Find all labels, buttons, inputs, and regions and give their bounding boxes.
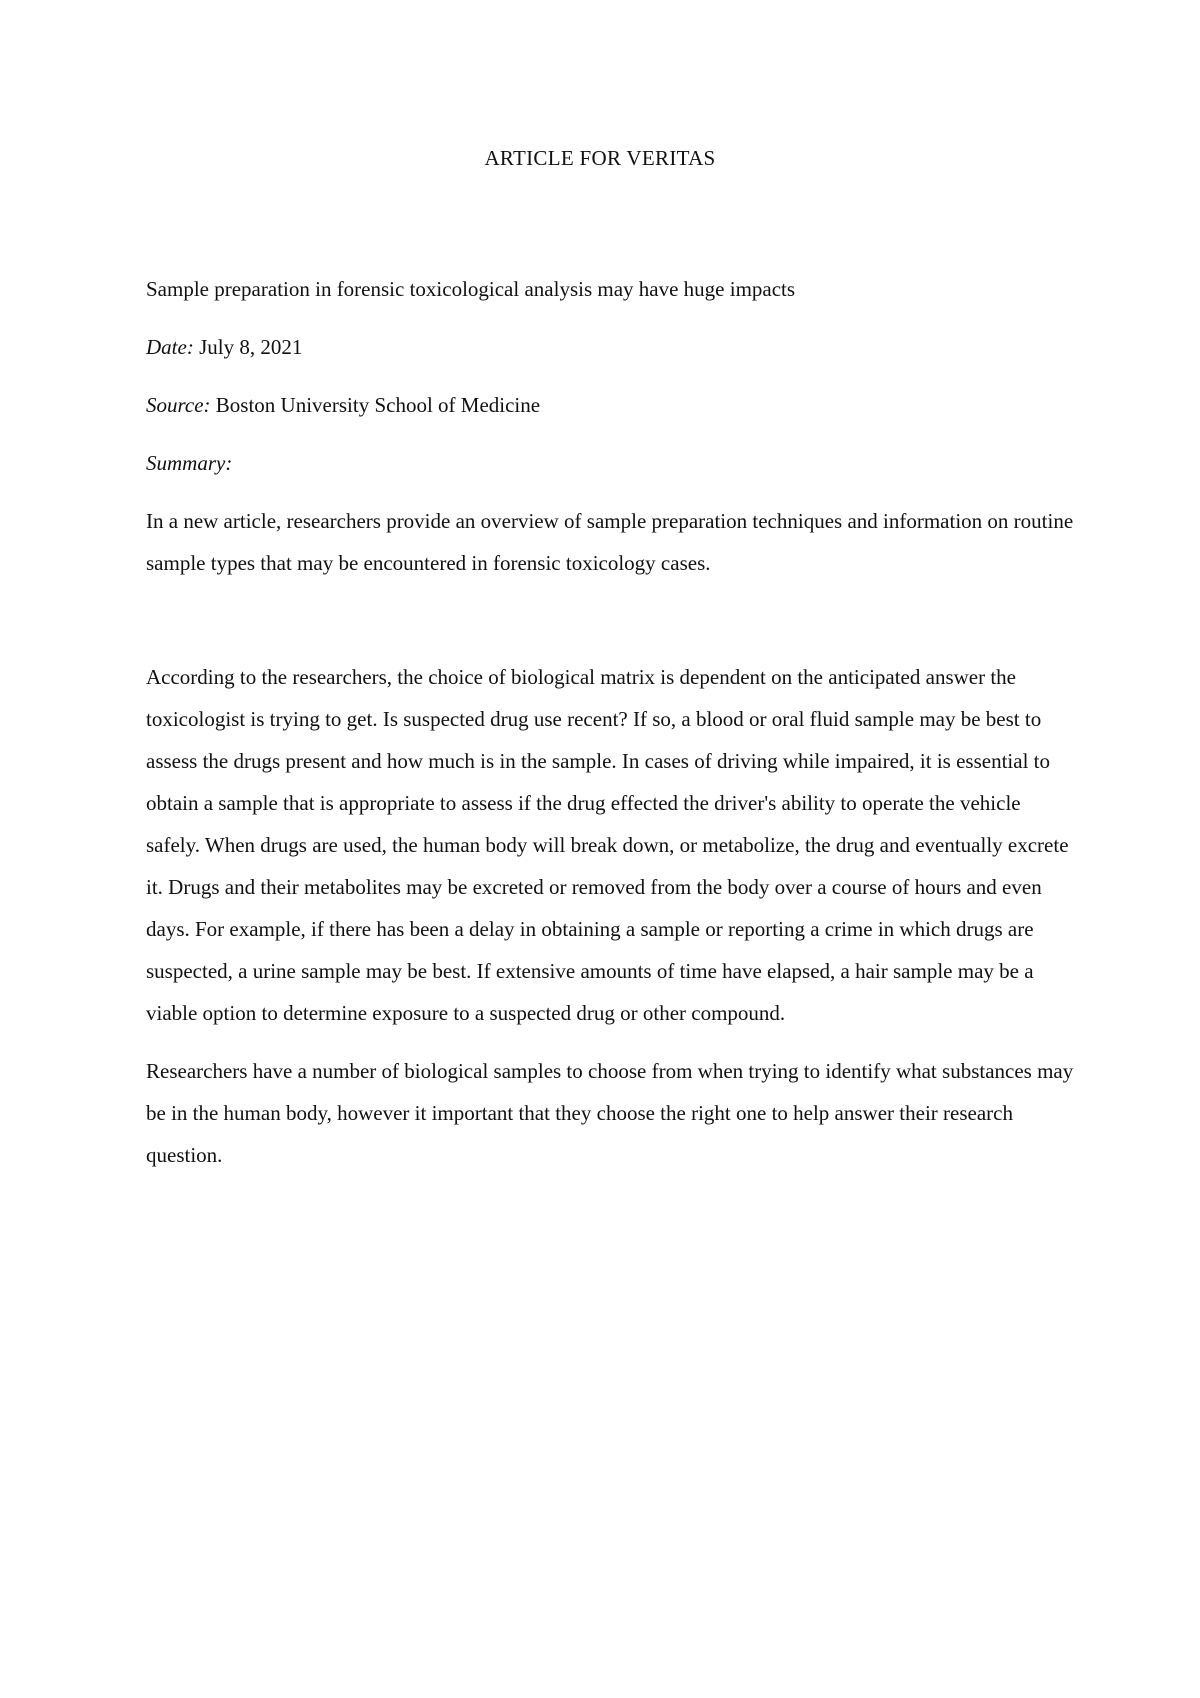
source-value: Boston University School of Medicine [215, 393, 541, 417]
article-body [146, 268, 1076, 1192]
date-line [146, 326, 1076, 368]
summary-text: In a new article, researchers provide an overview of sample preparation techniques and information on routine sample types that may be encountered in forensic toxicology cases. [146, 509, 1074, 575]
summary-line [146, 442, 1076, 484]
summary-label: Summary: [146, 451, 233, 475]
article-headline: Sample preparation in forensic toxicological analysis may have huge impacts [146, 277, 796, 301]
source-line [146, 384, 1076, 426]
document-title: ARTICLE FOR VERITAS [484, 146, 716, 170]
date-label: Date: [146, 335, 194, 359]
body-paragraph: According to the researchers, the choice of biological matrix is dependent on the anticipated answer the toxicologist is trying to get. Is suspected drug use recent? If so, a blood or oral fluid sample may be best to assess the drugs present and how much is in the sample. In cases of driving while impaired, it is essential to obtain a sample that is appropriate to assess if the drug effected the driver's ability to operate the vehicle safely. When drugs are used, the human body will break down, or metabolize, the drug and eventually excrete it. Drugs and their metabolites may be excreted or removed from the body over a course of hours and even days. For example, if there has been a delay in obtaining a sample or reporting a crime in which drugs are suspected, a urine sample may be best. If extensive amounts of time have elapsed, a hair sample may be a viable option to determine exposure to a suspected drug or other compound. [146, 665, 1069, 1025]
body-paragraph: Researchers have a number of biological samples to choose from when trying to identify what substances may be in the human body, however it important that they choose the right one to help answer their research question. [146, 1059, 1074, 1167]
source-label: Source: [146, 393, 211, 417]
date-value: July 8, 2021 [199, 335, 303, 359]
